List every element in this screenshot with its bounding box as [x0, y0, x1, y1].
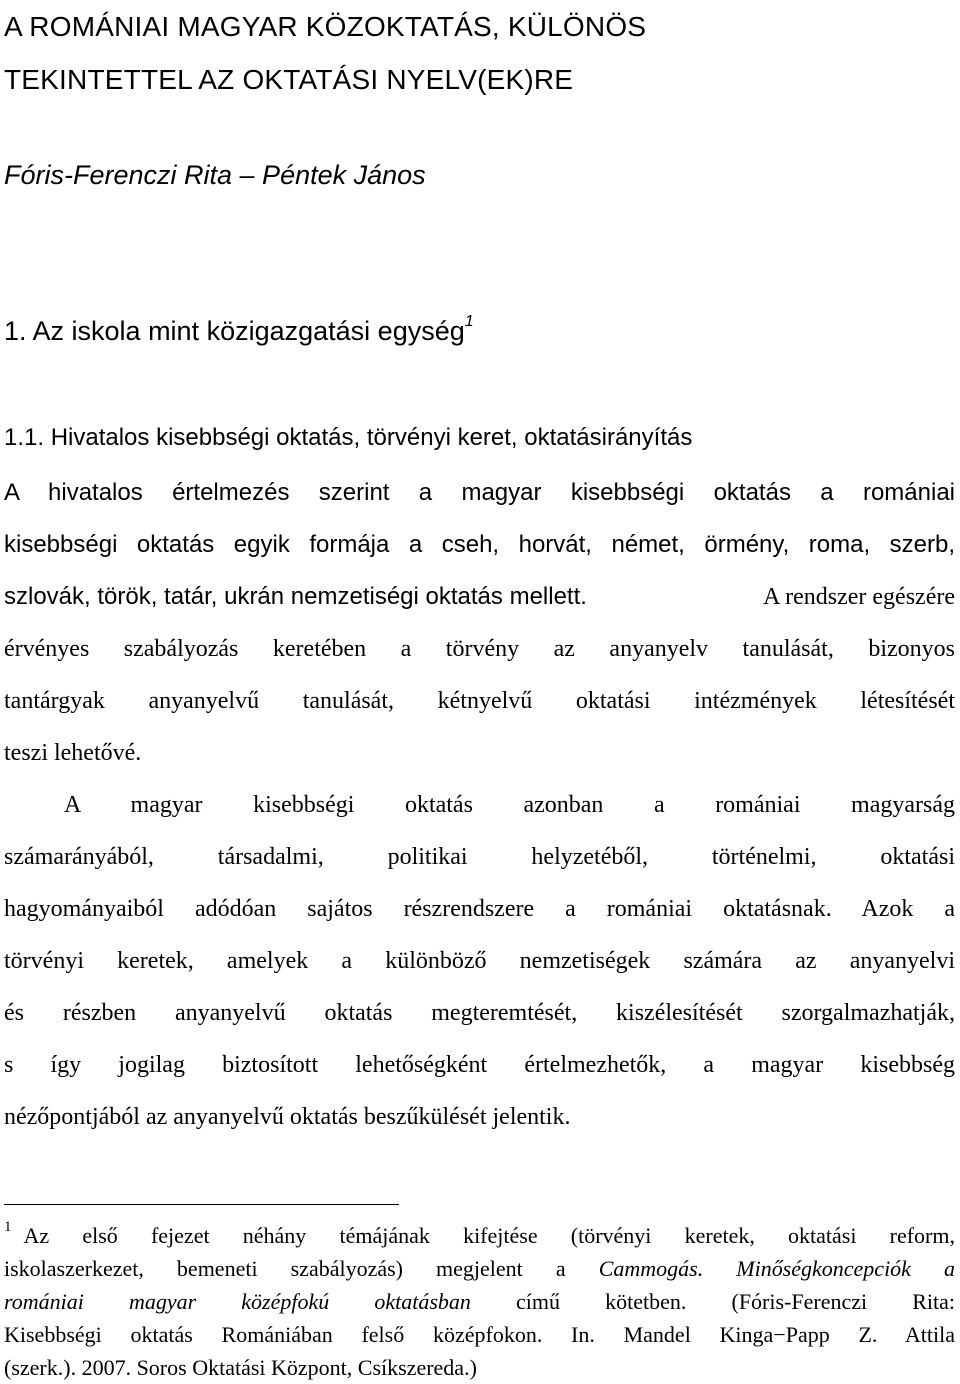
paragraph-2-line: és részben anyanyelvű oktatás megteremtését, kiszélesítését szorgalmazhatják,: [4, 1000, 955, 1026]
paragraph-1-line: kisebbségi oktatás egyik formája a cseh, horvát, német, örmény, roma, szerb,: [4, 531, 955, 558]
paragraph-1-line: [4, 577, 955, 617]
paragraph-1-line: teszi lehetővé.: [4, 740, 142, 766]
section-heading: [4, 311, 474, 351]
footnote-line: (szerk.). 2007. Soros Oktatási Központ, Csíkszereda.): [4, 1355, 477, 1380]
footnote-reference: 1: [464, 313, 474, 330]
paragraph-2-line: s így jogilag biztosított lehetőségként értelmezhetők, a magyar kisebbség: [4, 1052, 955, 1078]
footnote-book-title: Cammogás. Minőségkoncepciók a: [598, 1256, 956, 1281]
title-line-2: TEKINTETTEL AZ OKTATÁSI NYELV(EK)RE: [4, 64, 574, 95]
title-line-1: A ROMÁNIAI MAGYAR KÖZOKTATÁS, KÜLÖNÖS: [4, 11, 647, 42]
authors: Fóris-Ferenczi Rita – Péntek János: [4, 160, 426, 190]
paragraph-1-line: érvényes szabályozás keretében a törvény az anyanyelv tanulását, bizonyos: [4, 636, 955, 662]
subsection-heading: 1.1. Hivatalos kisebbségi oktatás, törvényi keret, oktatásirányítás: [4, 424, 693, 451]
paragraph-1-segment: A rendszer egészére: [763, 584, 955, 610]
document-title: [4, 0, 954, 106]
paragraph-1-line: tantárgyak anyanyelvű tanulását, kétnyelvű oktatási intézmények létesítését: [4, 688, 955, 714]
paragraph-1-line: A hivatalos értelmezés szerint a magyar kisebbségi oktatás a romániai: [4, 479, 955, 506]
footnote-line: [4, 1286, 955, 1318]
footnote-divider: [4, 1204, 399, 1205]
paragraph-2-line: nézőpontjából az anyanyelvű oktatás beszűkülését jelentik.: [4, 1104, 571, 1130]
paragraph-2-line: A magyar kisebbségi oktatás azonban a romániai magyarság: [64, 792, 955, 818]
section-heading-text: 1. Az iskola mint közigazgatási egység: [4, 316, 465, 346]
footnote-line: Kisebbségi oktatás Romániában felső középfokon. In. Mandel Kinga−Papp Z. Attila: [4, 1322, 955, 1347]
footnote-number: 1: [4, 1219, 12, 1235]
footnote-text: iskolaszerkezet, bemeneti szabályozás) megjelent a: [4, 1256, 566, 1281]
paragraph-2-line: hagyományaiból adódóan sajátos részrendszere a romániai oktatásnak. Azok a: [4, 896, 955, 922]
paragraph-2-line: törvényi keretek, amelyek a különböző nemzetiségek számára az anyanyelvi: [4, 948, 955, 974]
paragraph-2-line: számarányából, társadalmi, politikai helyzetéből, történelmi, oktatási: [4, 844, 955, 870]
paragraph-1-segment: szlovák, török, tatár, ukrán nemzetiségi oktatás mellett.: [4, 583, 587, 610]
footnote-line: [4, 1220, 955, 1252]
footnote-text: Az első fejezet néhány témájának kifejtése (törvényi keretek, oktatási reform,: [23, 1223, 955, 1248]
footnote-line: [4, 1253, 955, 1285]
footnote-book-title: romániai magyar középfokú oktatásban: [4, 1289, 471, 1314]
footnote-text: című kötetben. (Fóris-Ferenczi Rita:: [516, 1289, 955, 1314]
